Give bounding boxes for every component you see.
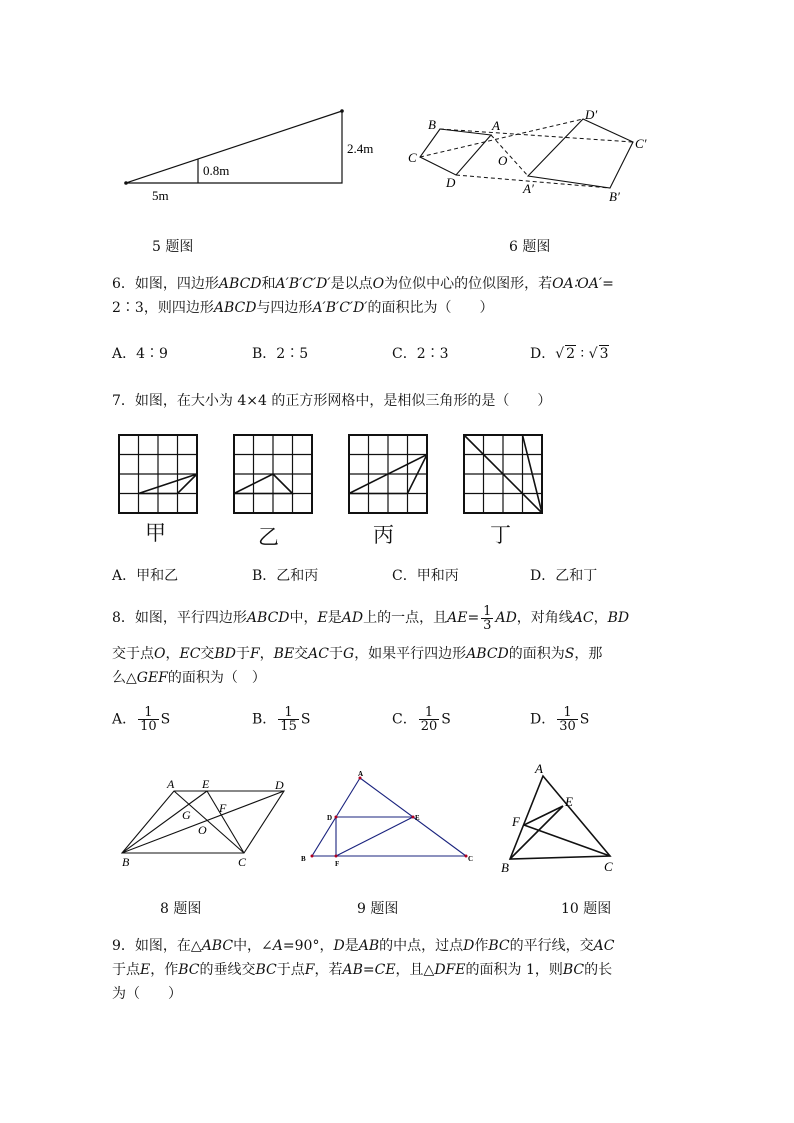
q8-option-a[interactable]: A． $\frac{1}{10}$ S (112, 705, 171, 734)
fig10-label-f: F (512, 814, 520, 829)
fig10-label-e: E (565, 794, 573, 809)
q6-option-c[interactable]: C．2∶3 (392, 346, 449, 362)
fig8-label-d: D (275, 778, 284, 792)
fig5-label-5: 5m (152, 188, 169, 203)
fig8-label-c: C (238, 855, 247, 869)
fig8-label-f: F (219, 801, 227, 815)
fig9-label-f: F (335, 860, 340, 868)
q7-label-ding: 丁 (490, 523, 511, 547)
fig8-caption: 8 题图 (160, 901, 202, 917)
q9-line-1: 9．如图，在△ABC中，∠A=90°，D是AB的中点，过点D作BC的平行线，交AC (112, 938, 615, 954)
fig10-label-a: A (535, 761, 543, 776)
fig8-label-b: B (122, 855, 130, 869)
fig6-label-a: A (492, 118, 500, 133)
q8-option-b[interactable]: B． $\frac{1}{15}$ S (252, 705, 311, 734)
fig10-caption: 10 题图 (561, 901, 612, 917)
fig6-label-c: C (408, 150, 417, 165)
fig9-label-b: B (301, 855, 306, 863)
fig8-label-e: E (202, 777, 210, 791)
q9-line-2: 于点E，作BC的垂线交BC于点F，若AB=CE，且△DFE的面积为 1，则BC的长 (112, 962, 613, 978)
fig10-label-b: B (501, 860, 509, 875)
fig6-caption: 6 题图 (509, 239, 551, 255)
figure-6 (400, 105, 660, 205)
figure-9 (298, 770, 483, 870)
fig5-caption: 5 题图 (152, 239, 194, 255)
fig6-label-d: D (446, 175, 456, 190)
fig10-label-c: C (604, 859, 613, 874)
fig9-label-d: D (327, 814, 333, 822)
q8-fraction: $\frac{1}{3}$ (483, 603, 492, 633)
q7-option-a[interactable]: A．甲和乙 (112, 568, 179, 584)
q6-line-1: 6．如图，四边形ABCD和A′B′C′D′是以点O为位似中心的位似图形，若OA∶OA′= (112, 276, 614, 292)
fig8-label-a: A (167, 777, 175, 791)
figure-5 (110, 100, 390, 210)
q7-grid-yi (233, 434, 313, 514)
q8-line-2: 交于点O，EC交BD于F，BE交AC于G，如果平行四边形ABCD的面积为S，那 (112, 646, 603, 662)
fig5-big-triangle (126, 111, 342, 183)
q9-line-3: 为（ ） (112, 986, 182, 1002)
q7-grid-bing (348, 434, 428, 514)
q7-grid-jia (118, 434, 198, 514)
fig8-label-g: G (182, 808, 191, 822)
fig5-label-24: 2.4m (347, 141, 374, 156)
fig6-quad-abcd (420, 129, 491, 175)
fig8-label-o: O (198, 823, 207, 837)
fig6-label-d2: D′ (585, 107, 598, 122)
fig6-label-o: O (498, 153, 508, 168)
fig9-caption: 9 题图 (357, 901, 399, 917)
q8-option-d[interactable]: D． $\frac{1}{30}$ S (530, 705, 590, 734)
q6-option-b[interactable]: B．2∶5 (252, 346, 309, 362)
q7-option-c[interactable]: C．甲和丙 (392, 568, 459, 584)
q6-option-d[interactable]: D．√ 2 ∶ √ 3 (530, 346, 609, 362)
q7-label-bing: 丙 (373, 523, 394, 547)
fig5-label-08: 0.8m (203, 163, 230, 178)
q7-question: 7．如图，在大小为 4×4 的正方形网格中，是相似三角形的是（ ） (112, 393, 552, 409)
q7-label-yi: 乙 (258, 525, 279, 549)
q7-option-b[interactable]: B．乙和丙 (252, 568, 319, 584)
fig9-label-e: E (415, 814, 420, 822)
figure-10 (495, 758, 625, 878)
q7-grid-ding (463, 434, 543, 514)
q8-line-3: 么△GEF的面积为（ ） (112, 670, 266, 686)
fig6-label-b2: B′ (609, 189, 620, 204)
fig6-label-c2: C′ (635, 136, 647, 151)
q7-label-jia: 甲 (145, 521, 166, 545)
fig6-label-a2: A′ (523, 181, 534, 196)
q6-line-2: 2∶3，则四边形ABCD与四边形A′B′C′D′的面积比为（ ） (112, 300, 494, 316)
fig9-label-c: C (468, 855, 474, 863)
q8-line-1: 8．如图，平行四边形ABCD中，E是AD上的一点，且AE= $\frac{1}{3}$ AD，对角线AC，BD (112, 603, 630, 633)
fig6-label-b: B (428, 117, 436, 132)
fig9-label-a: A (358, 770, 364, 778)
q6-option-a[interactable]: A．4∶9 (112, 346, 168, 362)
q7-option-d[interactable]: D．乙和丁 (530, 568, 598, 584)
figure-8 (112, 775, 292, 870)
q8-option-c[interactable]: C． $\frac{1}{20}$ S (392, 705, 451, 734)
fig6-quad-a2b2c2d2 (528, 119, 633, 188)
